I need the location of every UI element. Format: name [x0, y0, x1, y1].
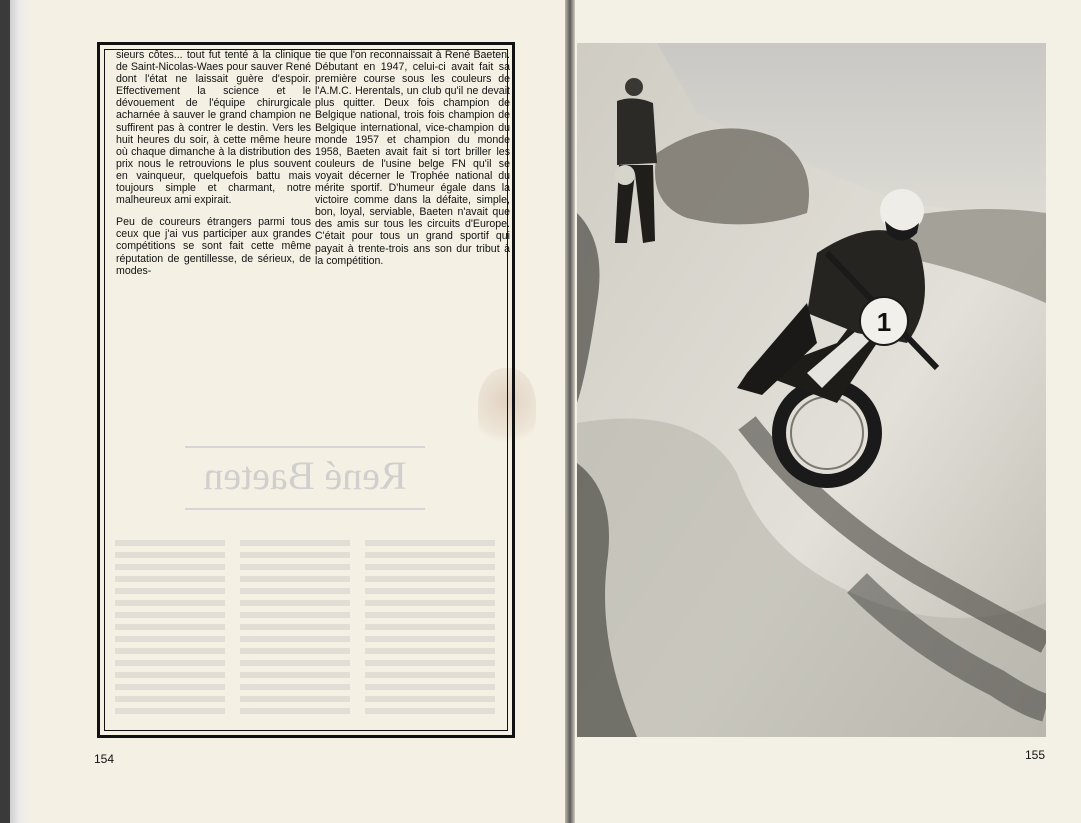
text-column-1 [116, 49, 311, 287]
spectator-torso [617, 98, 657, 165]
number-plate-number: 1 [876, 307, 892, 337]
page-number-left: 154 [94, 752, 115, 766]
bleed-through-title: René Baeten [203, 453, 407, 498]
text-column-2 [315, 49, 510, 277]
motocross-rider-photo [577, 43, 1046, 737]
spectator-head [625, 78, 643, 96]
page-edge [10, 0, 32, 823]
spectator-helmet [615, 165, 635, 185]
book-gutter [565, 0, 575, 823]
paragraph: sieurs côtes... tout fut tenté à la clinique de Saint-Nicolas-Waes pour sauver René dont l'état ne laissait guère d'espoir. Effectivement la science et le dévouement de l'équipe chirurgicale acharnée à sauver le grand champion ne suffirent pas à contrer le destin. Vers les huit heures du soir, à cette même heure où chaque dimanche à la distribution des prix nous le retrouvions le plus souvent en vainqueur, quelquefois battu mais toujours simple et charmant, notre malheureux ami expirait. [116, 49, 311, 207]
paragraph: Peu de coureurs étrangers parmi tous ceux que j'ai vus participer aux grandes compétitions se sont fait cette même réputation de gentillesse, de sérieux, de modes- [116, 216, 311, 277]
paragraph: tie que l'on reconnaissait à René Baeten. Débutant en 1947, celui-ci avait fait sa première course sous les couleurs de l'A.M.C. Herentals, un club qu'il ne devait plus quitter. Deux fois champion de Belgique national, trois fois champion de Belgique international, vice-champion du monde 1957 et champion du monde 1958, Baeten avait fait si tort briller les couleurs de l'usine belge FN qu'il se voyait décerner le Trophée national du mérite sportif. D'humeur égale dans la victoire comme dans la défaite, simple, bon, loyal, serviable, Baeten n'avait que des amis sur tous les circuits d'Europe. C'était pour tous un grand sportif qui payait à trente-trois ans son dur tribut à la compétition. [315, 49, 510, 267]
page-number-right: 155 [1025, 748, 1046, 762]
